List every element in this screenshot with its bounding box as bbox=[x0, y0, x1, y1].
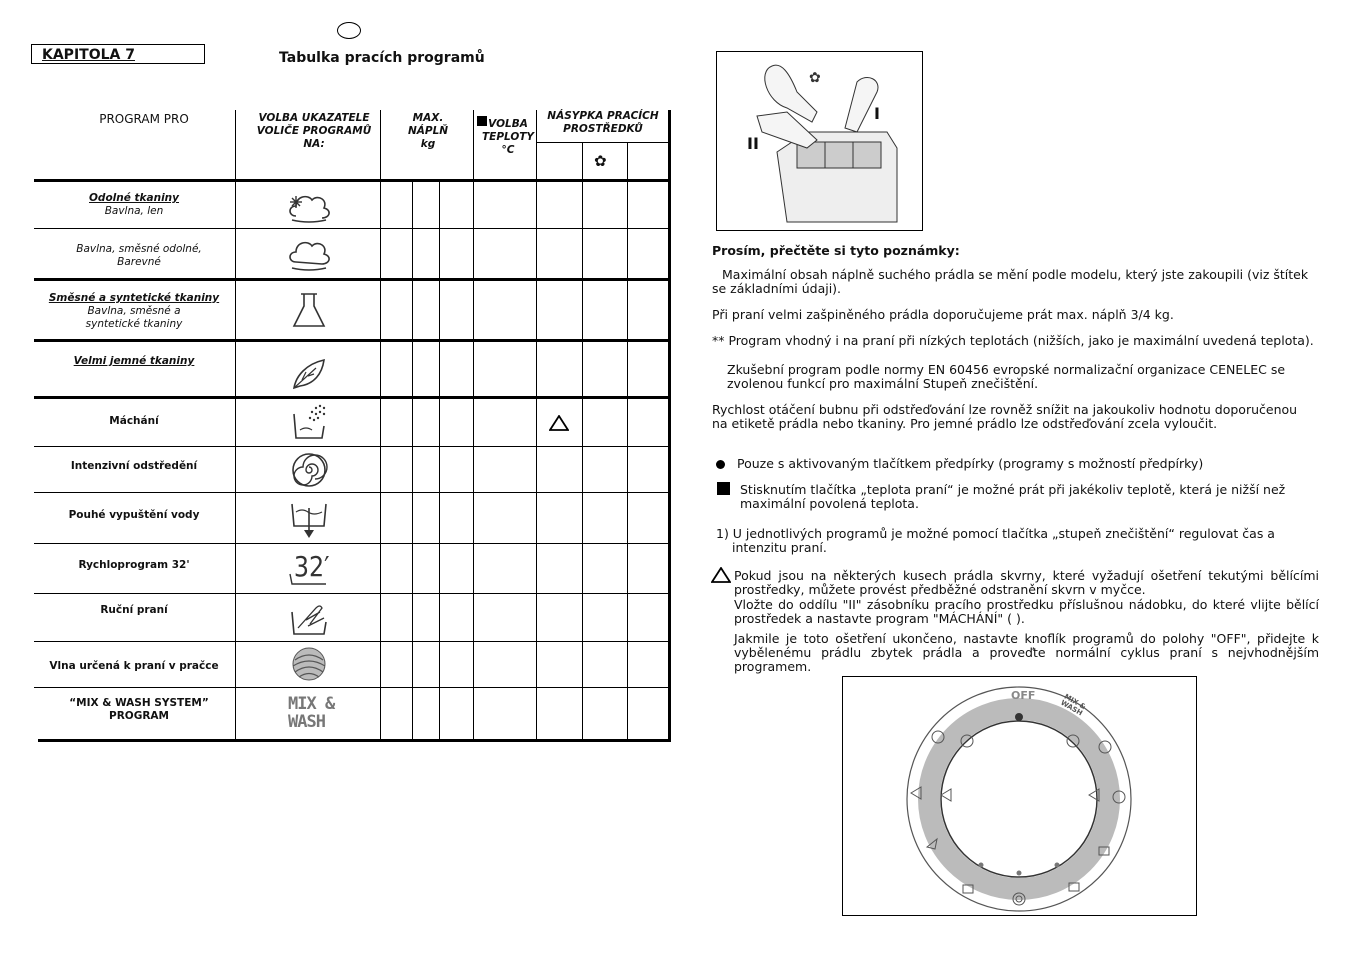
svg-text:32′: 32′ bbox=[293, 551, 330, 584]
svg-text:✿: ✿ bbox=[809, 70, 821, 86]
rinse-icon bbox=[282, 402, 336, 442]
flower-icon: ✿ bbox=[594, 152, 607, 170]
col-load-header: MAX. NÁPLŇ kg bbox=[407, 112, 449, 150]
language-oval bbox=[337, 22, 361, 39]
note-p1: Maximální obsah náplně suchého prádla se mění podle modelu, který jste zakoupili (viz štítek se základními údaji). bbox=[712, 267, 1309, 296]
col-program-header: PROGRAM PRO bbox=[99, 112, 189, 126]
dispenser-label-II: II bbox=[747, 134, 759, 153]
mix-wash-icon: MIX & WASH bbox=[288, 694, 335, 732]
cotton-icon bbox=[282, 234, 336, 274]
drain-icon bbox=[282, 498, 336, 538]
program-dial-illustration bbox=[842, 676, 1197, 916]
row-label-wool: Vlna určená k praní v pračce bbox=[49, 660, 219, 672]
bullet-square-icon bbox=[717, 482, 730, 495]
row-label-handwash: Ruční praní bbox=[100, 604, 168, 616]
row-label-mixwash: “MIX & WASH SYSTEM” PROGRAM bbox=[69, 697, 209, 722]
col-detergent-header: NÁSYPKA PRACÍCH PROSTŘEDKŮ bbox=[547, 110, 659, 135]
warning-triangle-note-icon bbox=[711, 567, 731, 583]
col-temp-header: VOLBA TEPLOTY °C bbox=[482, 118, 535, 156]
heavy-prewash-icon bbox=[282, 186, 336, 226]
program-table bbox=[34, 110, 670, 742]
page-title: Tabulka pracích programů bbox=[279, 50, 485, 66]
row-label-synthetic: Směsné a syntetické tkaniny Bavlna, směsné a syntetické tkaniny bbox=[48, 292, 220, 330]
row-label-delicate: Velmi jemné tkaniny bbox=[73, 355, 195, 367]
dispenser-illustration bbox=[716, 51, 923, 231]
warning-triangle-icon bbox=[549, 415, 569, 431]
row-label-drain: Pouhé vypuštění vody bbox=[68, 509, 200, 521]
note-p8c: Jakmile je toto ošetření ukončeno, nastavte knoflík programů do polohy "OFF", přidejte k vybělenému prádlu zbytek prádla a proveďte normální cyklus praní s nejvhodnějším programem. bbox=[734, 631, 1319, 674]
note-p2: Při praní velmi zašpiněného prádla doporučujeme prát max. náplň 3/4 kg. bbox=[712, 307, 1174, 322]
row-label-cotton: Bavlna, směsné odolné, Barevné bbox=[76, 243, 202, 268]
notes-title: Prosím, přečtěte si tyto poznámky: bbox=[712, 243, 960, 258]
row-label-spin: Intenzivní odstředění bbox=[70, 460, 198, 472]
note-p8a: Pokud jsou na některých kusech prádla skvrny, které vyžadují ošetření tekutými bělícími prostředky, můžete provést předběžné odstranění skvrn v myčce. bbox=[734, 568, 1319, 597]
note-p3a: ** Program vhodný i na praní při nízkých teplotách (nižších, jako je maximální uvedená teplota). bbox=[712, 333, 1314, 348]
note-p8b: Vložte do oddílu "II" zásobníku pracího prostředku příslušnou nádobku, do které vlijte bělící prostředek a nastavte program "MÁCHÁNÍ" ( ). bbox=[734, 597, 1319, 626]
handwash-icon bbox=[282, 598, 336, 638]
note-p6: Stisknutím tlačítka „teplota praní“ je možné prát při jakékoliv teplotě, která je nižší než maximální povolená teplota. bbox=[740, 482, 1286, 511]
delicate-icon bbox=[282, 352, 336, 392]
wool-icon bbox=[282, 644, 336, 684]
dial-off-label: OFF bbox=[1011, 689, 1036, 702]
col-selector-header: VOLBA UKAZATELE VOLIČE PROGRAMŮ NA: bbox=[256, 112, 372, 150]
note-p3b: Zkušební program podle normy EN 60456 evropské normalizační organizace CENELEC se zvolenou funkcí pro maximální Stupeň znečištění. bbox=[727, 362, 1286, 391]
dispenser-label-I: I bbox=[874, 104, 880, 123]
row-label-heavy: Odolné tkaniny Bavlna, len bbox=[89, 192, 179, 217]
synthetic-icon bbox=[282, 290, 336, 330]
dial-mix-label: MIX & WASH bbox=[1059, 692, 1088, 718]
spin-icon bbox=[282, 450, 336, 490]
note-p5: Pouze s aktivovaným tlačítkem předpírky (programy s možností předpírky) bbox=[737, 456, 1204, 471]
note-p7: 1) U jednotlivých programů je možné pomocí tlačítka „stupeň znečištění“ regulovat čas a intenzitu praní. bbox=[716, 526, 1275, 555]
chapter-label: KAPITOLA 7 bbox=[31, 44, 205, 64]
row-label-rinse: Máchání bbox=[109, 415, 159, 427]
rapid-32-icon bbox=[282, 546, 336, 586]
bullet-dot-icon bbox=[716, 460, 725, 469]
row-label-rapid: Rychloprogram 32' bbox=[78, 559, 190, 571]
note-p4: Rychlost otáčení bubnu při odstřeďování lze rovněž snížit na jakoukoliv hodnotu doporučenou na etiketě prádla nebo tkaniny. Pro jemné prádlo lze odstřeďování zcela vyloučit. bbox=[712, 402, 1298, 431]
